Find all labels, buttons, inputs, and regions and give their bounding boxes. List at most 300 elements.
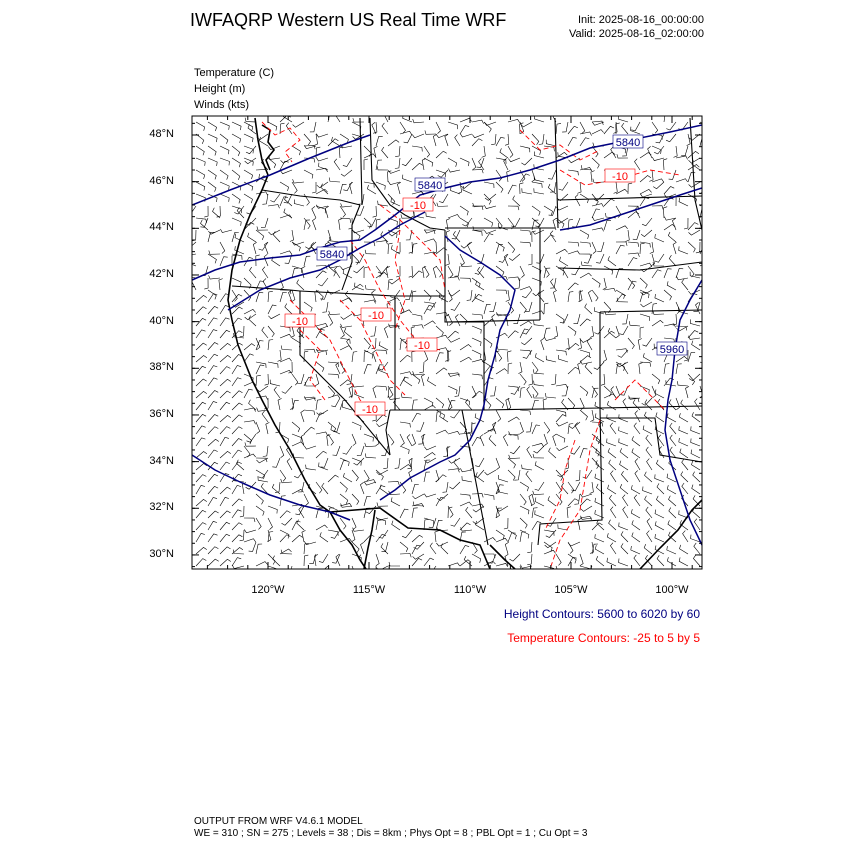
wind-barb (527, 554, 532, 565)
wind-barb (352, 352, 357, 363)
wind-barb (329, 178, 340, 183)
wind-barb (682, 279, 688, 290)
wind-barb (467, 242, 472, 254)
wind-barb (535, 482, 544, 490)
wind-barb (292, 434, 301, 442)
wind-barb (448, 158, 457, 167)
wind-barb (508, 242, 515, 253)
wind-barb (548, 170, 556, 179)
wind-barb (280, 358, 292, 362)
wind-barb (395, 458, 400, 468)
wind-barb (220, 242, 225, 254)
wind-barb (567, 507, 571, 518)
wind-barb (400, 542, 408, 552)
wind-barb (364, 470, 369, 481)
wind-barb (280, 278, 283, 290)
wind-barb (436, 122, 441, 134)
wind-barb (196, 307, 207, 314)
wind-barb (268, 305, 276, 314)
wind-barb (681, 146, 688, 156)
wind-barb (451, 518, 460, 526)
wind-barb (204, 206, 208, 217)
wind-barb (349, 386, 353, 397)
wind-barb (412, 351, 416, 362)
wind-barb (472, 374, 483, 379)
wind-barb (297, 374, 304, 384)
wind-barb (372, 566, 376, 577)
wind-barb (460, 206, 468, 215)
wind-barb (247, 434, 257, 442)
wind-barb (489, 302, 496, 312)
wind-barb (657, 555, 664, 566)
wind-barb (534, 446, 545, 453)
wind-barb (520, 374, 526, 385)
wind-barb (220, 122, 229, 130)
wind-barb (334, 159, 340, 170)
wind-barb (496, 333, 508, 338)
wind-barb (316, 168, 328, 172)
wind-barb (520, 388, 525, 399)
wind-barb (400, 355, 411, 362)
wind-barb (499, 254, 508, 262)
wind-barb (257, 386, 268, 392)
wind-barb (328, 230, 331, 242)
wind-barb (364, 496, 371, 506)
temperature-label: -10 (410, 200, 426, 212)
wind-barb (285, 304, 292, 315)
map-frame (192, 116, 702, 569)
wind-barb (386, 266, 390, 278)
wind-barb (556, 314, 564, 323)
wind-barb (560, 257, 569, 266)
wind-barb (580, 361, 592, 365)
wind-barb (574, 314, 581, 324)
wind-barb (448, 277, 459, 281)
wind-barb (314, 555, 318, 567)
wind-barb (304, 302, 312, 312)
wind-barb (670, 435, 676, 446)
wind-barb (344, 328, 352, 338)
wind-barb (292, 290, 295, 302)
wind-barb (319, 463, 328, 471)
wind-barb (484, 304, 491, 314)
wind-barb (544, 422, 550, 433)
wind-barb (550, 182, 556, 192)
wind-barb (196, 438, 205, 446)
wind-barb (253, 242, 256, 254)
wind-barb (692, 341, 700, 350)
wind-barb (544, 206, 553, 215)
wind-barb (328, 139, 338, 146)
wind-barb (592, 290, 598, 301)
wind-barb (402, 158, 412, 166)
wind-barb (343, 473, 352, 482)
wind-barb (365, 453, 376, 458)
wind-barb (676, 398, 680, 410)
wind-barb (412, 314, 422, 320)
ne-ks-line (600, 310, 702, 312)
wind-barb (689, 158, 701, 163)
wind-barb (464, 556, 472, 566)
wind-barb (640, 198, 649, 206)
wind-barb (445, 134, 448, 146)
wind-barb (413, 371, 424, 375)
wind-barb (333, 446, 341, 455)
wind-barb (378, 362, 388, 370)
wind-barb (208, 450, 218, 458)
wind-barb (558, 524, 568, 530)
wind-barb (364, 482, 376, 485)
wind-barb (347, 339, 352, 350)
wind-barb (220, 367, 230, 374)
wind-barb (424, 239, 436, 242)
lat-tick-label: 30°N (149, 547, 174, 560)
wind-barb (535, 353, 544, 362)
wind-barb (412, 163, 423, 170)
wind-barb (667, 413, 676, 422)
wind-barb (220, 462, 230, 470)
wind-barb (292, 442, 304, 446)
wind-barb (503, 434, 508, 446)
wind-barb (527, 542, 532, 553)
wind-barb (520, 266, 524, 278)
wind-barb (527, 387, 532, 398)
wind-barb (460, 278, 471, 282)
wind-barb (316, 413, 324, 422)
wind-barb (404, 134, 412, 143)
wind-barb (556, 470, 563, 481)
wind-barb (580, 242, 591, 247)
wind-barb (341, 324, 353, 328)
wind-barb (534, 381, 544, 386)
wind-barb (508, 530, 516, 539)
wind-barb (412, 244, 417, 254)
wind-barb (580, 494, 592, 497)
wind-barb (628, 258, 637, 266)
wind-barb (544, 530, 554, 536)
wind-barb (232, 122, 241, 130)
wind-barb (208, 366, 217, 374)
wind-barb (521, 122, 533, 127)
wind-barb (672, 218, 676, 230)
wind-barb (632, 436, 640, 446)
wind-barb (646, 507, 652, 518)
wind-barb (400, 509, 408, 518)
wind-barb (532, 182, 542, 188)
wind-barb (544, 434, 547, 446)
wind-barb (533, 454, 544, 458)
wind-barb (472, 504, 484, 508)
wind-barb (232, 450, 242, 458)
wind-barb (616, 326, 619, 338)
wind-barb (232, 194, 240, 203)
wind-barb (529, 374, 533, 385)
wind-barb (436, 430, 448, 434)
wind-barb (460, 398, 470, 405)
wind-barb (676, 269, 683, 279)
wind-barb (196, 402, 206, 410)
wind-barb (668, 520, 676, 530)
wind-barb (388, 279, 393, 290)
wind-barb (317, 410, 328, 415)
wind-barb (232, 254, 242, 260)
model-info (194, 816, 587, 840)
wind-barb (244, 309, 256, 314)
wind-barb (561, 483, 568, 494)
wind-barb (677, 381, 688, 386)
wind-barb (460, 345, 471, 351)
wind-barb (220, 343, 231, 350)
wind-barb (332, 554, 340, 563)
wind-barb (580, 132, 592, 136)
wind-barb (436, 368, 447, 374)
wind-barb (508, 470, 515, 481)
wind-barb (208, 170, 216, 179)
baja-coast (330, 512, 366, 569)
wind-barb (496, 458, 500, 470)
wind-barb (448, 401, 455, 410)
wind-barb (691, 439, 700, 447)
wind-barb (688, 331, 698, 339)
wind-barb (343, 158, 352, 167)
wind-barb (505, 542, 508, 554)
wind-barb (416, 422, 424, 431)
wind-barb (388, 170, 400, 173)
wind-barb (647, 459, 652, 470)
wind-barb (424, 472, 430, 482)
gulf-of-california (364, 510, 375, 569)
wind-barb (391, 497, 400, 506)
wind-barb (424, 398, 433, 407)
wind-barb (568, 251, 580, 254)
wind-barb (631, 546, 640, 554)
wind-barb (244, 146, 253, 153)
ks-ok-line (600, 406, 702, 408)
wind-barb (640, 194, 652, 197)
wind-barb (249, 316, 256, 326)
wind-barb (692, 412, 700, 422)
wind-barb (575, 195, 580, 207)
wind-barb (436, 312, 448, 316)
wind-barb (520, 410, 531, 415)
wind-barb (473, 518, 484, 524)
wind-barb (208, 134, 217, 142)
wind-barb (614, 182, 618, 193)
wind-barb (220, 182, 229, 190)
wind-barb (365, 285, 376, 290)
wind-barb (446, 254, 450, 265)
wind-barb (208, 306, 218, 314)
wind-barb (571, 266, 580, 275)
wind-barb (304, 555, 308, 566)
wind-barb (208, 486, 218, 494)
wind-barb (680, 545, 689, 554)
wind-barb (692, 485, 700, 494)
wind-barb (364, 350, 373, 358)
wind-barb (435, 531, 439, 542)
wind-barb (597, 520, 604, 530)
wind-barb (196, 330, 206, 338)
wind-barb (422, 159, 426, 171)
wind-barb (220, 318, 230, 326)
wind-barb (232, 134, 241, 143)
wind-barb (262, 327, 268, 338)
wind-barb (196, 510, 206, 518)
wind-barb (301, 410, 304, 422)
wind-barb (316, 482, 322, 493)
wind-barb (670, 423, 676, 434)
wind-barb (645, 496, 652, 506)
wind-barb (424, 266, 429, 278)
wind-barb (460, 158, 469, 166)
lat-tick-label: 32°N (149, 501, 174, 514)
wind-barb (550, 278, 556, 288)
wind-barb (401, 393, 412, 398)
wind-barb (676, 302, 680, 314)
wind-barb (341, 203, 352, 207)
wind-barb (572, 218, 580, 227)
wind-barb (306, 465, 316, 470)
wind-barb (376, 566, 388, 571)
wind-barb (676, 156, 688, 160)
wind-barb (664, 364, 669, 374)
wind-barb (373, 206, 377, 217)
wind-barb (584, 254, 592, 263)
wind-barb (352, 254, 359, 265)
wind-barb (592, 122, 604, 125)
wind-barb (196, 559, 206, 566)
wind-barb (513, 196, 520, 206)
wind-barb (382, 147, 388, 158)
wind-barb (353, 118, 364, 122)
wind-barb (352, 566, 356, 578)
wind-barb (321, 184, 328, 194)
wind-barb (460, 126, 469, 135)
wind-barb (340, 206, 346, 217)
wind-barb (491, 134, 496, 145)
wind-barb (290, 230, 294, 242)
wind-barb (568, 137, 577, 146)
wind-barb (281, 479, 292, 483)
wind-barb (352, 422, 361, 430)
wind-barb (643, 426, 652, 435)
wind-barb (623, 495, 629, 506)
wind-barb (451, 302, 460, 310)
wind-barb (635, 471, 640, 483)
wind-barb (595, 534, 604, 542)
wind-barb (364, 351, 368, 362)
wind-barb (208, 498, 217, 507)
wind-barb (513, 314, 520, 324)
wind-barb (664, 112, 669, 122)
wind-barb (669, 496, 677, 506)
wind-barb (328, 386, 335, 397)
wind-barb (616, 364, 621, 374)
wind-barb (208, 318, 218, 326)
wind-barb (580, 449, 587, 458)
wind-barb (256, 494, 263, 504)
wind-barb (304, 410, 315, 415)
wind-barb (556, 384, 568, 388)
lat-tick-label: 42°N (149, 267, 174, 280)
wind-barb (568, 170, 578, 175)
wind-barb (592, 446, 600, 456)
wind-barb (549, 206, 556, 215)
wind-barb (314, 134, 318, 146)
wind-barb (604, 126, 614, 134)
wind-barb (652, 206, 663, 210)
wind-barb (480, 434, 484, 446)
wind-barb (641, 230, 652, 237)
wind-barb (595, 510, 604, 518)
wind-barb (232, 523, 242, 530)
wind-barb (220, 402, 230, 410)
wind-barb (293, 122, 304, 127)
wind-barb (682, 459, 688, 470)
wind-barb (388, 481, 399, 485)
wind-barb (400, 340, 405, 351)
height-label: 5840 (615, 137, 641, 149)
wind-barb (304, 494, 309, 506)
wind-barb (608, 485, 616, 494)
wind-barb (510, 446, 520, 454)
wind-barb (472, 139, 482, 146)
wind-barb (551, 374, 556, 385)
wind-barb (635, 459, 640, 471)
wind-barb (508, 218, 514, 229)
wind-barb (437, 203, 448, 207)
wind-barb (677, 276, 689, 280)
wind-barb (534, 188, 544, 194)
wind-barb (268, 518, 273, 530)
wind-barb (623, 363, 628, 374)
wind-barb (559, 182, 568, 190)
wind-barb (340, 461, 348, 470)
wind-barb (196, 391, 207, 398)
wind-barb (400, 554, 411, 558)
wind-barb (527, 447, 532, 458)
wind-barb (352, 530, 355, 542)
wind-barb (482, 146, 486, 157)
wind-barb (496, 563, 508, 567)
wind-barb (208, 254, 216, 263)
wind-barb (196, 475, 206, 482)
wind-barb (568, 482, 574, 493)
wind-barb (568, 542, 580, 546)
wind-barb (549, 448, 556, 458)
wind-barb (364, 159, 368, 170)
state-borders (228, 118, 702, 569)
wind-barb (616, 245, 625, 254)
wind-barb (302, 266, 306, 278)
wind-barb (208, 427, 218, 434)
wind-barb (274, 387, 280, 398)
wind-barb (269, 156, 281, 160)
wind-barb (667, 281, 676, 290)
wind-barb (304, 377, 313, 386)
wind-barb (496, 137, 505, 146)
wind-barb (538, 291, 544, 302)
wind-barb (310, 122, 316, 132)
wind-barb (219, 279, 223, 290)
wind-barb (603, 350, 606, 362)
wind-barb (609, 460, 616, 470)
wind-barb (496, 218, 502, 229)
wind-barb (220, 547, 231, 554)
wind-barb (196, 485, 205, 494)
wind-barb (328, 475, 339, 482)
wind-barb (644, 412, 652, 422)
